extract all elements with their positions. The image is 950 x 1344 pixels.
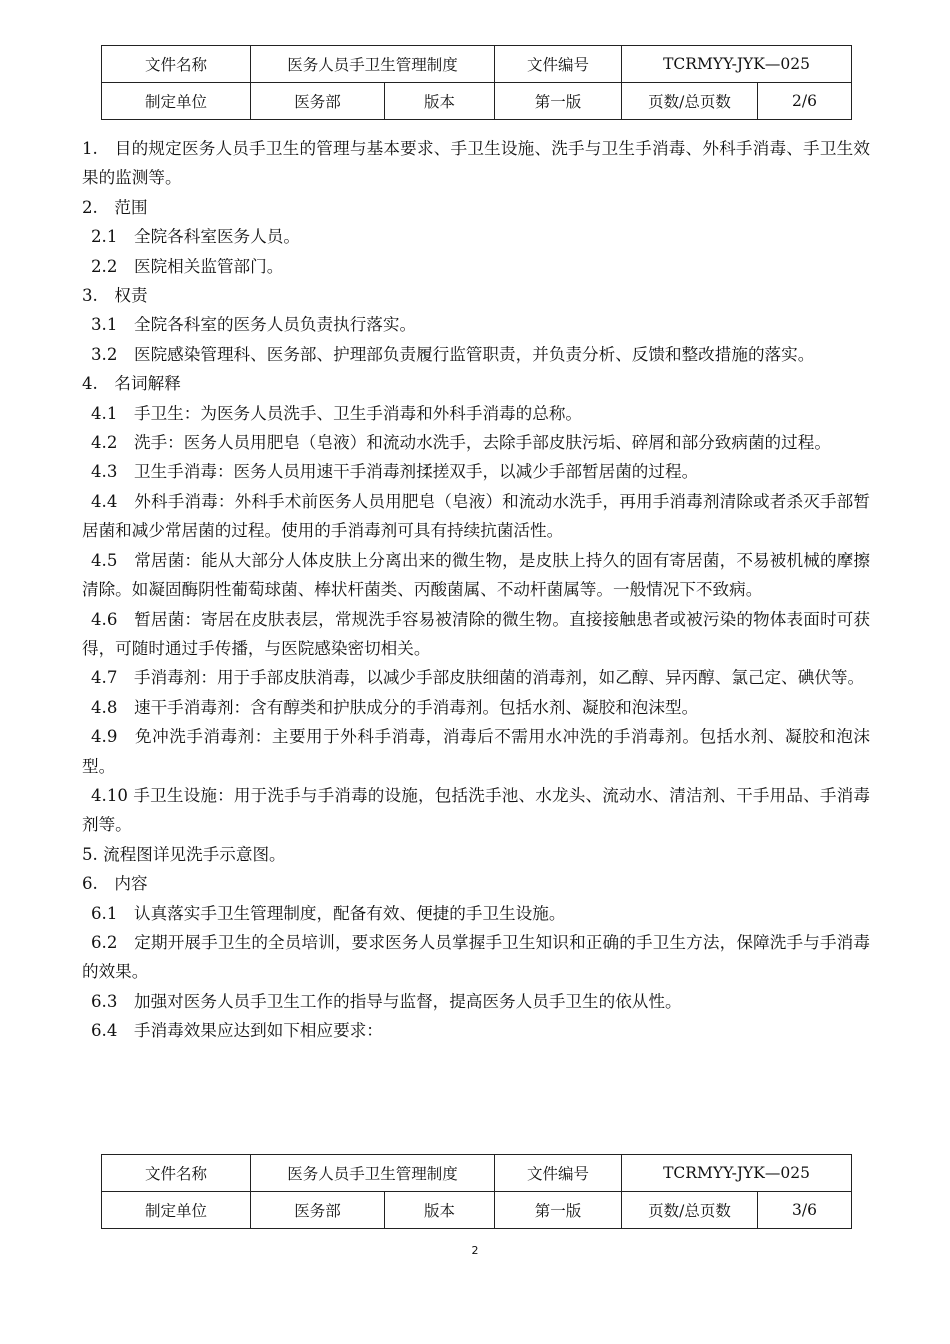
footer-row-1 (102, 1155, 852, 1192)
paragraph: 6.3 加强对医务人员手卫生工作的指导与监督，提高医务人员手卫生的依从性。 (91, 991, 682, 1011)
unit-label: 制定单位 (102, 83, 251, 120)
paragraph: 4.5 常居菌：能从大部分人体皮肤上分离出来的微生物，是皮肤上持久的固有寄居菌，不易被机械的摩擦清除。如凝固酶阴性葡萄球菌、棒状杆菌类、丙酸菌属、不动杆菌属等。一般情况下不致病。 (82, 550, 870, 600)
paragraph: 4.3 卫生手消毒：医务人员用速干手消毒剂揉搓双手，以减少手部暂居菌的过程。 (91, 462, 699, 482)
paragraph: 4.9 免冲洗手消毒剂：主要用于外科手消毒，消毒后不需用水冲洗的手消毒剂。包括水剂、凝胶和泡沫型。 (82, 727, 870, 776)
paragraph: 4.7 手消毒剂：用于手部皮肤消毒，以减少手部皮肤细菌的消毒剂，如乙醇、异丙醇、氯己定、碘伏等。 (91, 668, 865, 688)
document-footer-table (101, 1154, 852, 1229)
unit: 医务部 (251, 83, 385, 120)
paragraph: 4.1 手卫生：为医务人员洗手、卫生手消毒和外科手消毒的总称。 (91, 403, 583, 423)
paragraph: 4.8 速干手消毒剂：含有醇类和护肤成分的手消毒剂。包括水剂、凝胶和泡沫型。 (91, 697, 699, 717)
paragraph: 4.6 暂居菌：寄居在皮肤表层，常规洗手容易被清除的微生物。直接接触患者或被污染的物体表面时可获得，可随时通过手传播，与医院感染密切相关。 (82, 609, 870, 658)
paragraph: 2.2 医院相关监管部门。 (91, 256, 284, 276)
paragraph: 2. 范围 (82, 197, 148, 217)
paragraph: 4.2 洗手：医务人员用肥皂（皂液）和流动水洗手，去除手部皮肤污垢、碎屑和部分致病菌的过程。 (91, 433, 831, 453)
file-no: TCRMYY-JYK—025 (622, 1155, 852, 1192)
page-number: 2 (471, 1244, 479, 1257)
paragraph: 1. 目的规定医务人员手卫生的管理与基本要求、手卫生设施、洗手与卫生手消毒、外科手消毒、手卫生效果的监测等。 (82, 139, 870, 188)
paragraph: 6.2 定期开展手卫生的全员培训，要求医务人员掌握手卫生知识和正确的手卫生方法，保障洗手与手消毒的效果。 (82, 932, 870, 982)
paragraph: 4.10 手卫生设施：用于洗手与手消毒的设施，包括洗手池、水龙头、流动水、清洁剂、干手用品、手消毒剂等。 (82, 785, 870, 835)
file-name-label: 文件名称 (102, 1155, 251, 1192)
file-name-label: 文件名称 (102, 46, 251, 83)
paragraph: 5. 流程图详见洗手示意图。 (82, 844, 286, 864)
unit: 医务部 (251, 1192, 385, 1229)
paragraph: 2.1 全院各科室医务人员。 (91, 227, 300, 247)
paragraph: 4. 名词解释 (82, 374, 181, 394)
paragraph: 3.2 医院感染管理科、医务部、护理部负责履行监管职责，并负责分析、反馈和整改措施的落实。 (91, 344, 815, 364)
paragraph: 3.1 全院各科室的医务人员负责执行落实。 (91, 315, 417, 335)
pages-label: 页数/总页数 (622, 1192, 758, 1229)
file-name: 医务人员手卫生管理制度 (251, 46, 495, 83)
header-row-2 (102, 83, 852, 120)
pages-label: 页数/总页数 (622, 83, 758, 120)
pages: 2/6 (758, 83, 852, 120)
footer-row-2 (102, 1192, 852, 1229)
unit-label: 制定单位 (102, 1192, 251, 1229)
version: 第一版 (495, 1192, 622, 1229)
document-header-table (101, 45, 852, 120)
file-no-label: 文件编号 (495, 46, 622, 83)
version-label: 版本 (385, 83, 495, 120)
version: 第一版 (495, 83, 622, 120)
file-no: TCRMYY-JYK—025 (622, 46, 852, 83)
version-label: 版本 (385, 1192, 495, 1229)
file-name: 医务人员手卫生管理制度 (251, 1155, 495, 1192)
pages: 3/6 (758, 1192, 852, 1229)
paragraph: 6.4 手消毒效果应达到如下相应要求： (91, 1021, 383, 1041)
header-row-1 (102, 46, 852, 83)
paragraph: 3. 权责 (82, 286, 148, 306)
paragraph: 6.1 认真落实手卫生管理制度，配备有效、便捷的手卫生设施。 (91, 903, 566, 923)
paragraph: 4.4 外科手消毒：外科手术前医务人员用肥皂（皂液）和流动水洗手，再用手消毒剂清除或者杀灭手部暂居菌和减少常居菌的过程。使用的手消毒剂可具有持续抗菌活性。 (82, 491, 870, 541)
file-no-label: 文件编号 (495, 1155, 622, 1192)
paragraph: 6. 内容 (82, 874, 148, 894)
document-body (82, 134, 870, 1046)
